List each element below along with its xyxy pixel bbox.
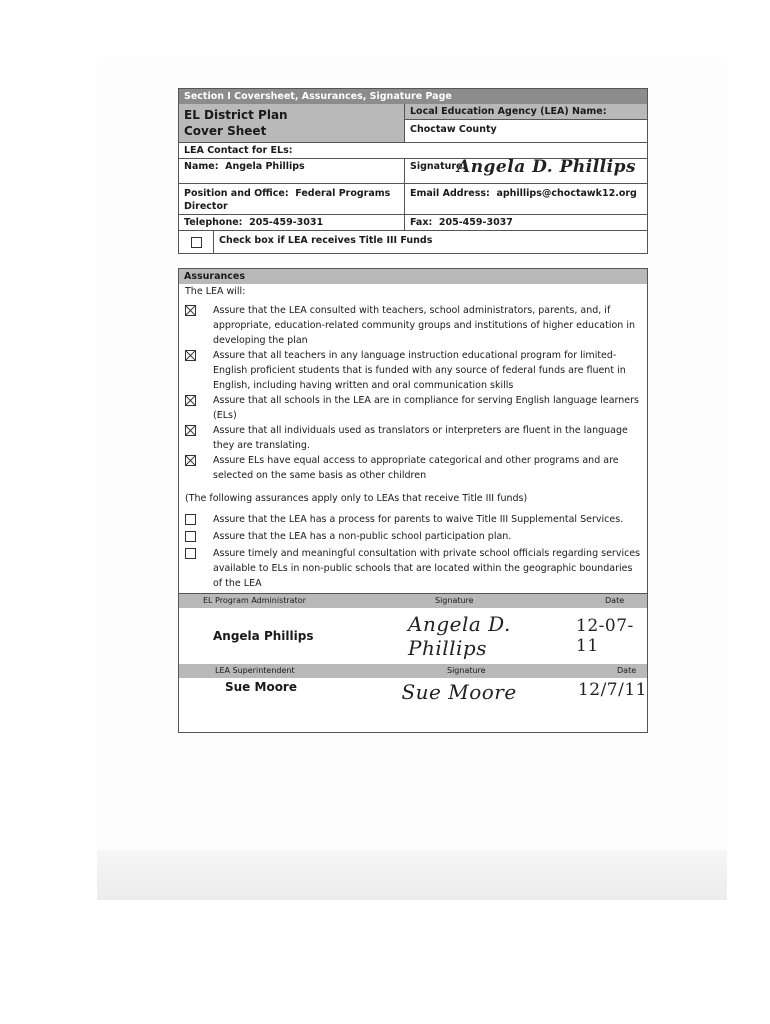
assurance-checkbox[interactable] <box>185 425 196 436</box>
assurance-item <box>179 453 647 483</box>
lea-name-label: Local Education Agency (LEA) Name: <box>405 104 647 120</box>
email-label: Email Address: <box>410 188 490 199</box>
assurance-checkbox[interactable] <box>185 514 196 525</box>
assurance-item <box>179 423 647 453</box>
admin-date: 12-07-11 <box>576 616 634 656</box>
assurance-text: Assure that the LEA consulted with teachers, school administrators, parents, and, if appropriate, education-related community groups and institutions of higher education in developing the plan <box>213 305 635 346</box>
position-field <box>179 184 405 214</box>
assurance-checkbox-cell <box>185 512 213 529</box>
signature-label: Signature: <box>410 161 467 172</box>
title3-note: (The following assurances apply only to LEAs that receive Title III funds) <box>185 493 528 504</box>
position-label: Position and Office: <box>184 188 289 199</box>
name-value: Angela Phillips <box>225 161 305 172</box>
assurance-text: Assure that all teachers in any language instruction educational program for limited-English proficient students that is funded with any source of federal funds are fluent in English, including having written and oral communication skills <box>213 350 626 391</box>
email-value: aphillips@choctawk12.org <box>496 188 637 199</box>
supt-signature-col-label: Signature <box>447 666 486 675</box>
email-field <box>405 184 647 214</box>
assurance-text: Assure that the LEA has a non-public school participation plan. <box>213 531 512 542</box>
admin-col-label: EL Program Administrator <box>203 596 306 605</box>
assurance-checkbox[interactable] <box>185 350 196 361</box>
scan-shadow <box>97 850 727 900</box>
admin-signature-col-label: Signature <box>435 596 474 605</box>
assurance-checkbox[interactable] <box>185 455 196 466</box>
assurance-item <box>179 529 647 546</box>
assurance-item <box>179 348 647 393</box>
admin-signature: Angela D. Phillips <box>408 612 511 660</box>
assurance-checkbox-cell <box>185 529 213 546</box>
supt-name: Sue Moore <box>225 680 297 694</box>
admin-signoff-row <box>179 608 647 664</box>
lea-name-block <box>405 104 647 142</box>
plan-title-block <box>179 104 405 142</box>
contact-signature: Angela D. Phillips <box>457 157 637 177</box>
plan-title: EL District Plan <box>184 108 288 122</box>
admin-header-row <box>179 593 647 608</box>
assurance-checkbox-cell <box>185 423 213 453</box>
assurance-text: Assure that all individuals used as translators or interpreters are fluent in the language they are translating. <box>213 425 628 451</box>
assurance-text: Assure timely and meaningful consultation with private school officials regarding services available to ELs in non-public schools that are located within the geographic boundaries of the LEA <box>213 548 641 589</box>
title3-assurances-list <box>179 512 647 591</box>
assurance-text: Assure that all schools in the LEA are in compliance for serving English language learners (ELs) <box>213 395 639 421</box>
name-label: Name: <box>184 161 219 172</box>
admin-name: Angela Phillips <box>213 629 314 643</box>
signature-field <box>405 159 647 183</box>
telephone-label: Telephone: <box>184 217 243 228</box>
assurance-item <box>179 546 647 591</box>
contact-label: LEA Contact for ELs: <box>184 145 293 156</box>
admin-date-col-label: Date <box>605 596 625 605</box>
fax-label: Fax: <box>410 217 433 228</box>
assurances-header: Assurances <box>179 269 647 284</box>
supt-signoff-row <box>179 678 647 732</box>
fax-field <box>405 215 647 230</box>
assurance-checkbox-cell <box>185 546 213 591</box>
assurance-text: Assure that the LEA has a process for parents to waive Title III Supplemental Services. <box>213 514 624 525</box>
fax-value: 205-459-3037 <box>438 217 513 228</box>
assurance-checkbox-cell <box>185 453 213 483</box>
title3-checkbox[interactable] <box>191 237 202 248</box>
name-field <box>179 159 405 183</box>
assurance-checkbox-cell <box>185 393 213 423</box>
assurance-checkbox-cell <box>185 303 213 348</box>
coversheet-table <box>178 88 648 254</box>
assurance-checkbox[interactable] <box>185 395 196 406</box>
coversheet-form <box>178 88 648 733</box>
assurances-list <box>179 303 647 483</box>
assurance-item <box>179 512 647 529</box>
position-value-2: Director <box>184 201 228 212</box>
assurance-item <box>179 303 647 348</box>
section-title: Section I Coversheet, Assurances, Signature Page <box>179 89 647 104</box>
assurance-checkbox-cell <box>185 348 213 393</box>
assurances-section <box>178 268 648 733</box>
assurance-checkbox[interactable] <box>185 548 196 559</box>
assurance-item <box>179 393 647 423</box>
title3-checkbox-label: Check box if LEA receives Title III Funds <box>219 235 433 246</box>
telephone-field <box>179 215 405 230</box>
plan-subtitle: Cover Sheet <box>184 124 267 138</box>
supt-date-col-label: Date <box>617 666 637 675</box>
title3-row <box>179 230 647 253</box>
supt-date: 12/7/11 <box>577 680 647 700</box>
assurances-intro: The LEA will: <box>185 286 246 297</box>
supt-header-row <box>179 664 647 678</box>
assurance-checkbox[interactable] <box>185 305 196 316</box>
assurance-checkbox[interactable] <box>185 531 196 542</box>
telephone-value: 205-459-3031 <box>249 217 324 228</box>
lea-name-value: Choctaw County <box>410 124 497 135</box>
title3-checkbox-cell <box>179 231 214 253</box>
position-value: Federal Programs <box>295 188 391 199</box>
supt-col-label: LEA Superintendent <box>215 666 295 675</box>
supt-signature: Sue Moore <box>401 680 517 704</box>
assurance-text: Assure ELs have equal access to appropriate categorical and other programs and are selected on the same basis as other children <box>213 455 619 481</box>
